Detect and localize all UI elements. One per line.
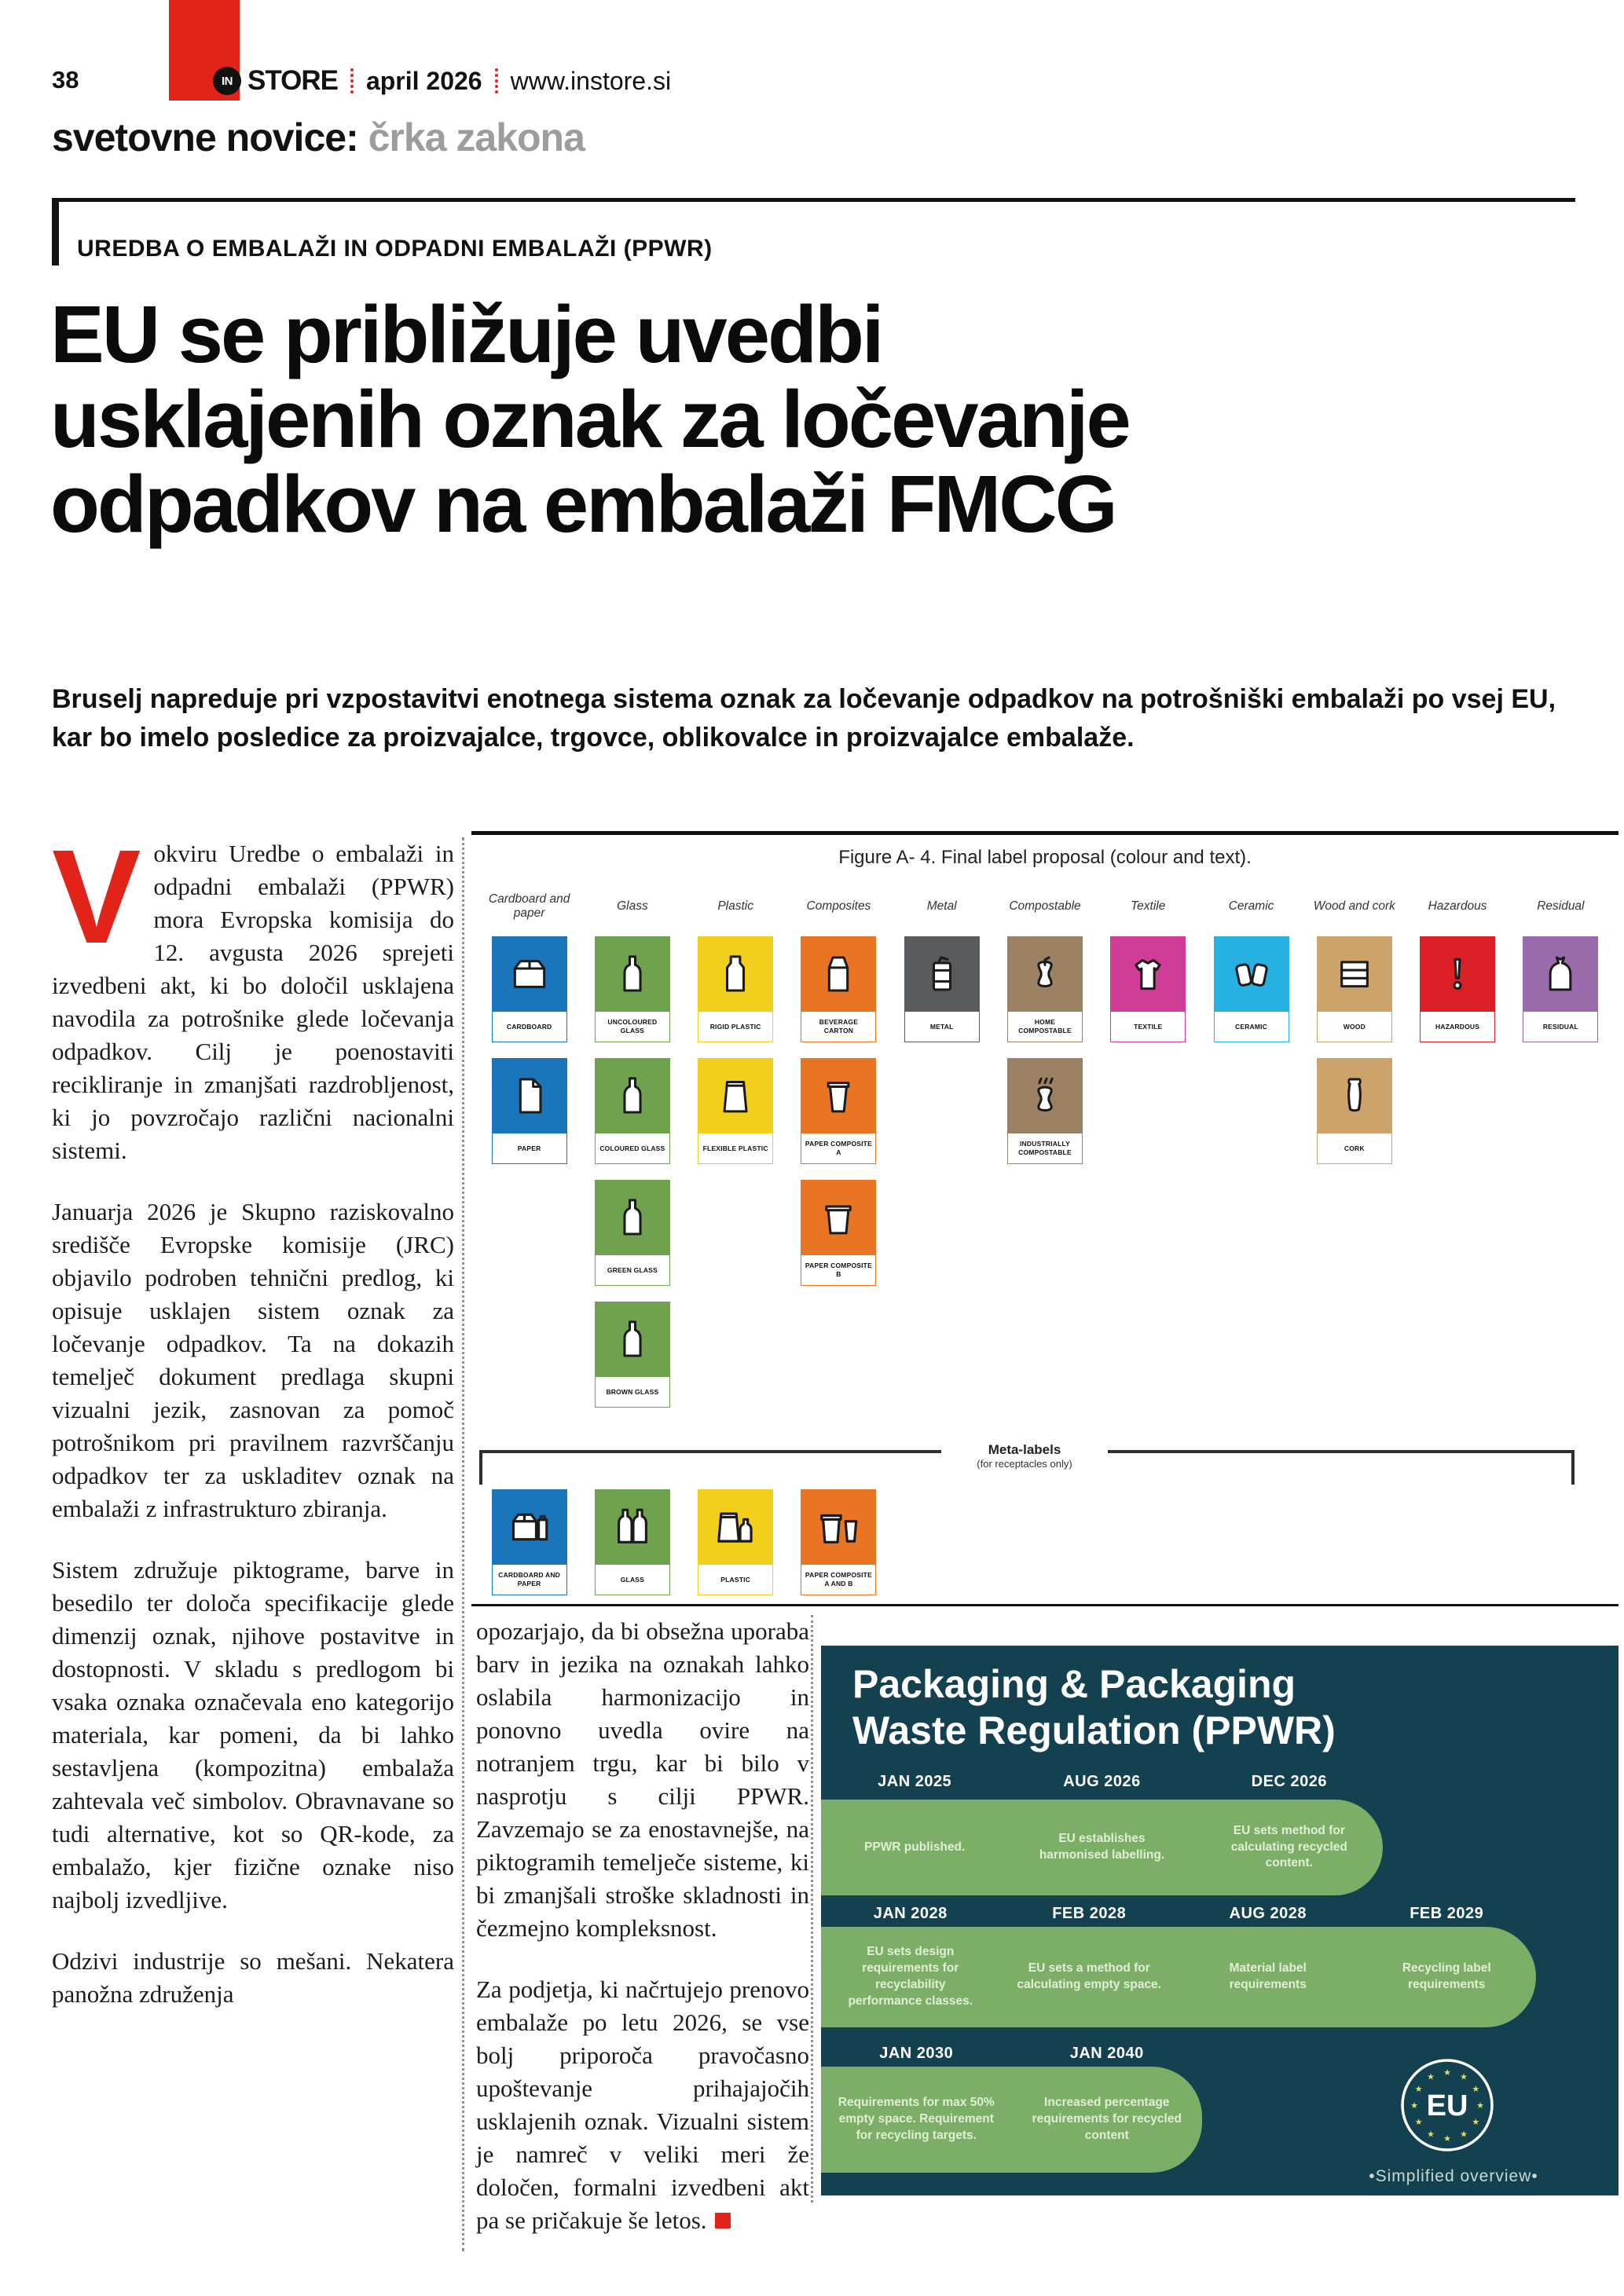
- figure-column: [1509, 883, 1612, 1408]
- svg-text:★: ★: [1414, 2118, 1423, 2127]
- tile-caption: INDUSTRIALLY COMPOSTABLE: [1007, 1133, 1083, 1164]
- paragraph: opozarjajo, da bi obsežna uporaba barv in jezika na oznakah lahko oslabila harmonizacijo in ponovno uvedla ovire na notranjem trgu, kar bi bilo v nasprotju s cilji PPWR. Zavzemajo se za enostavnejše, na piktogramih temelječe sisteme, ki bi zmanjšali stroške skladnosti in čezmejno kompleksnost.: [476, 1617, 809, 1942]
- svg-text:★: ★: [1427, 2129, 1435, 2140]
- svg-text:★: ★: [1472, 2085, 1480, 2094]
- tile-caption: TEXTILE: [1110, 1011, 1186, 1042]
- pouch-bottle-icon: [698, 1489, 773, 1564]
- waste-label-tile: [1214, 936, 1289, 1042]
- waste-label-tile: [1007, 1058, 1083, 1164]
- timeline-event: EU establishes harmonised labelling.: [1039, 1832, 1165, 1862]
- tile-caption: PLASTIC: [698, 1564, 773, 1595]
- paragraph: Sistem združuje piktograme, barve in besedilo ter določa specifikacije glede dimenzij oznak, njihove postavitve in dostopnosti. V skladu s predlogom bi vsaka oznaka označevala eno kategorijo materiala, kar pomeni, da bi lahko sestavljena (kompozitna) embalaža zahtevala več simbolov. Obravnavane so tudi alternative, kot so QR-kode, za embalažo, kjer fizične oznake niso najbolj izvedljive.: [52, 1556, 454, 1913]
- figure-column: [1406, 883, 1509, 1408]
- figure-column-header: Textile: [1131, 899, 1166, 914]
- waste-label-tile: [595, 1058, 670, 1164]
- tile-stack: [595, 936, 670, 1408]
- eu-logo-icon: [1396, 2054, 1498, 2156]
- section-title-gray: črka zakona: [368, 115, 585, 159]
- timeline-date: FEB 2029: [1410, 1905, 1484, 1922]
- svg-text:★: ★: [1476, 2101, 1484, 2111]
- figure-column: [890, 883, 993, 1408]
- infographic-title-line: Packaging & Packaging: [852, 1662, 1296, 1706]
- meta-labels-subtitle: (for receptacles only): [977, 1458, 1072, 1470]
- waste-label-tile: [1110, 936, 1186, 1042]
- meta-labels-title: Meta-labels: [988, 1442, 1061, 1457]
- tile-caption: BEVERAGE CARTON: [801, 1011, 876, 1042]
- planks-icon: [1317, 936, 1392, 1011]
- svg-text:★: ★: [1443, 2068, 1451, 2078]
- tile-stack: [801, 936, 876, 1286]
- timeline-event: Material label requirements: [1229, 1961, 1307, 1991]
- waste-label-tile: [1007, 936, 1083, 1042]
- tile-caption: RIGID PLASTIC: [698, 1011, 773, 1042]
- horizontal-rule: [52, 198, 1575, 202]
- figure-column: [993, 883, 1096, 1408]
- figure-grid: [478, 883, 1612, 1408]
- tile-stack: [904, 936, 980, 1042]
- tile-caption: CARDBOARD: [492, 1011, 567, 1042]
- glass-bottle-icon: [595, 1302, 670, 1376]
- waste-label-tile: [595, 1180, 670, 1286]
- waste-label-tile: [698, 936, 773, 1042]
- timeline-event: Increased percentage requirements for recycled content: [1032, 2096, 1182, 2142]
- figure-column: [1097, 883, 1200, 1408]
- figure-column-header: Ceramic: [1228, 899, 1274, 914]
- can-icon: [904, 936, 980, 1011]
- waste-label-tile: [595, 1489, 670, 1595]
- box-icon: [492, 936, 567, 1011]
- meta-cell: [1509, 1489, 1612, 1595]
- figure-column-header: Glass: [617, 899, 648, 914]
- tile-caption: WOOD: [1317, 1011, 1392, 1042]
- timeline-event: EU sets method for calculating recycled content.: [1230, 1823, 1347, 1870]
- timeline-band: [821, 2067, 1202, 2173]
- tile-stack: [1110, 936, 1186, 1042]
- waste-label-tile: [492, 1058, 567, 1164]
- tile-stack: [1317, 936, 1392, 1164]
- waste-label-tile: [801, 936, 876, 1042]
- meta-cell: [1406, 1489, 1509, 1595]
- website-url: www.instore.si: [510, 66, 672, 95]
- svg-text:★: ★: [1443, 2134, 1451, 2144]
- figure-column-header: Plastic: [717, 899, 753, 914]
- paragraph: Odzivi industrije so mešani. Nekatera panožna združenja: [52, 1947, 454, 2008]
- ppwr-timeline-infographic: [821, 1646, 1619, 2195]
- waste-bag-icon: [1523, 936, 1598, 1011]
- pouch-icon: [698, 1058, 773, 1133]
- waste-label-tile: [492, 936, 567, 1042]
- timeline-band: [821, 1927, 1536, 2027]
- timeline-event: EU sets a method for calculating empty space.: [1017, 1961, 1161, 1991]
- waste-label-tile: [698, 1058, 773, 1164]
- paragraph-text: okviru Uredbe o embalaži in odpadni embalaži (PPWR) mora Evropska komisija do 12. avgusta 2026 sprejeti izvedbeni akt, ki bo določil usklajena navodila za potrošnike glede ločevanja odpadkov. Cilj je poenostaviti recikliranje in zmanjšati razdrobljenost, ki jo povzročajo različni nacionalni sistemi.: [52, 840, 454, 1164]
- meta-cell: [478, 1489, 581, 1595]
- waste-label-tile: [1523, 936, 1598, 1042]
- paragraph: [476, 1973, 809, 2237]
- figure-column: [1303, 883, 1406, 1408]
- apple-core-steam-icon: [1007, 1058, 1083, 1133]
- article-column-2: [476, 1615, 809, 2265]
- waste-label-tile: [801, 1180, 876, 1286]
- box-bag-icon: [492, 1489, 567, 1564]
- infographic-footnote: •Simplified overview•: [1369, 2167, 1538, 2185]
- figure-column-header: Compostable: [1009, 899, 1081, 914]
- meta-cell: [787, 1489, 890, 1595]
- meta-cell: [684, 1489, 787, 1595]
- article-headline: [50, 289, 1590, 550]
- glass-bottle-icon: [595, 936, 670, 1011]
- figure-column-header: Residual: [1537, 899, 1585, 914]
- timeline-date: FEB 2028: [1052, 1905, 1127, 1922]
- figure-column-header: Composites: [806, 899, 871, 914]
- timeline-event: Requirements for max 50% empty space. Requirement for recycling targets.: [838, 2096, 995, 2142]
- instore-logo-icon: IN: [213, 67, 241, 95]
- two-bottles-icon: [595, 1489, 670, 1564]
- header-divider: [350, 68, 354, 93]
- article-kicker: UREDBA O EMBALAŽI IN ODPADNI EMBALAŽI (PPWR): [77, 236, 713, 262]
- tile-stack: [698, 936, 773, 1164]
- tile-stack: [492, 936, 567, 1164]
- headline-line: EU se približuje uvedbi: [50, 289, 882, 379]
- meta-cell: [1097, 1489, 1200, 1595]
- meta-labels-caption: [941, 1442, 1108, 1470]
- figure-column-header: Wood and cork: [1313, 899, 1395, 914]
- paragraph-text: Za podjetja, ki načrtujejo prenovo embalaže po letu 2026, se vse bolj priporoča pravočasno upoštevanje prihajajočih usklajenih oznak. Vizualni sistem je namreč v veliki meri že določen, formalni izvedbeni akt pa se pričakuje še letos.: [476, 1976, 809, 2234]
- waste-label-tile: [595, 936, 670, 1042]
- meta-labels-row: [478, 1489, 1612, 1595]
- figure-column-header: Metal: [926, 899, 957, 914]
- bracket-line: [479, 1450, 941, 1453]
- figure-title: Figure A- 4. Final label proposal (colour and text).: [838, 847, 1252, 868]
- meta-cell: [581, 1489, 684, 1595]
- waste-label-tile: [492, 1489, 567, 1595]
- figure-top-rule: [471, 831, 1619, 835]
- svg-text:★: ★: [1410, 2101, 1418, 2111]
- waste-label-tile: [1420, 936, 1495, 1042]
- figure-column-header: Cardboard and paper: [488, 892, 570, 920]
- exclamation-icon: [1420, 936, 1495, 1011]
- infographic-title-line: Waste Regulation (PPWR): [852, 1708, 1336, 1752]
- tile-stack: [1214, 936, 1289, 1042]
- tshirt-icon: [1110, 936, 1186, 1011]
- headline-line: usklajenih oznak za ločevanje: [50, 374, 1129, 465]
- tile-caption: HOME COMPOSTABLE: [1007, 1011, 1083, 1042]
- tile-caption: FLEXIBLE PLASTIC: [698, 1133, 773, 1164]
- figure-column: [1200, 883, 1303, 1408]
- tub-icon: [801, 1180, 876, 1254]
- section-title-black: svetovne novice:: [52, 115, 358, 159]
- meta-labels-bracket: [479, 1442, 1575, 1485]
- svg-text:★: ★: [1472, 2118, 1480, 2127]
- instore-logo-text: STORE: [247, 65, 338, 96]
- tile-caption: GREEN GLASS: [595, 1254, 670, 1286]
- paper-sheet-icon: [492, 1058, 567, 1133]
- issue-date: april 2026: [365, 66, 482, 95]
- apple-core-icon: [1007, 936, 1083, 1011]
- tile-caption: CERAMIC: [1214, 1011, 1289, 1042]
- tile-caption: RESIDUAL: [1523, 1011, 1598, 1042]
- figure-column: [478, 883, 581, 1408]
- column-separator: [811, 1615, 813, 2203]
- section-title: [52, 115, 585, 160]
- tile-caption: METAL: [904, 1011, 980, 1042]
- tile-caption: UNCOLOURED GLASS: [595, 1011, 670, 1042]
- plastic-bottle-icon: [698, 936, 773, 1011]
- timeline-date: JAN 2040: [1069, 2045, 1144, 2062]
- masthead: [213, 66, 671, 96]
- tile-stack: [1523, 936, 1598, 1042]
- tile-caption: CARDBOARD AND PAPER: [492, 1564, 567, 1595]
- cup-icon: [801, 1058, 876, 1133]
- tile-stack: [1420, 936, 1495, 1042]
- tile-caption: PAPER COMPOSITE A: [801, 1133, 876, 1164]
- timeline-dates-row: [821, 1905, 1536, 1923]
- tile-caption: PAPER COMPOSITE A AND B: [801, 1564, 876, 1595]
- paragraph: Januarja 2026 je Skupno raziskovalno središče Evropske komisije (JRC) objavilo podroben tehnični predlog, ki opisuje usklajen sistem oznak za ločevanje odpadkov. Ta na dokazih temelječ dokument predlaga skupni vizualni jezik, zasnovan za pomoč potrošnikom pri pravilnem razvrščanju odpadkov ter za uskladitev oznak na embalaži z infrastrukturo zbiranja.: [52, 1198, 454, 1522]
- svg-text:★: ★: [1460, 2129, 1468, 2140]
- cork-icon: [1317, 1058, 1392, 1133]
- figure-column-header: Hazardous: [1428, 899, 1487, 914]
- tile-caption: HAZARDOUS: [1420, 1011, 1495, 1042]
- figure-bottom-rule: [471, 1604, 1619, 1606]
- meta-cell: [890, 1489, 993, 1595]
- figure-column: [787, 883, 890, 1408]
- meta-cell: [993, 1489, 1096, 1595]
- bracket-tick: [1571, 1450, 1575, 1485]
- timeline-date: JAN 2025: [878, 1773, 952, 1790]
- figure-column: [684, 883, 787, 1408]
- waste-label-tile: [595, 1302, 670, 1408]
- meta-cell: [1303, 1489, 1406, 1595]
- headline-line: odpadkov na embalaži FMCG: [50, 459, 1116, 550]
- timeline-date: JAN 2030: [879, 2045, 954, 2062]
- dropcap: V: [52, 822, 141, 972]
- svg-text:★: ★: [1414, 2085, 1423, 2094]
- article-column-1: [52, 822, 454, 2039]
- timeline-event: EU sets design requirements for recyclability performance classes.: [848, 1945, 973, 2008]
- tile-caption: GLASS: [595, 1564, 670, 1595]
- svg-text:★: ★: [1460, 2072, 1468, 2082]
- timeline-date: AUG 2028: [1229, 1905, 1307, 1922]
- timeline-event: PPWR published.: [864, 1840, 966, 1854]
- figure-column: [581, 883, 684, 1408]
- end-of-article-mark: [715, 2213, 731, 2228]
- meta-cell: [1200, 1489, 1303, 1595]
- waste-label-tile: [1317, 1058, 1392, 1164]
- timeline-dates-row: [821, 1773, 1383, 1791]
- svg-text:★: ★: [1427, 2072, 1435, 2082]
- page-number: 38: [52, 66, 79, 93]
- glass-bottle-icon: [595, 1180, 670, 1254]
- waste-label-tile: [698, 1489, 773, 1595]
- timeline-date: JAN 2028: [873, 1905, 948, 1922]
- timeline-date: DEC 2026: [1251, 1773, 1327, 1790]
- tile-caption: PAPER: [492, 1133, 567, 1164]
- article-lead: Bruselj napreduje pri vzpostavitvi enotnega sistema oznak za ločevanje odpadkov na potrošniški embalaži po vsej EU, kar bo imelo posledice za proizvajalce, trgovce, oblikovalce in proizvajalce embalaže.: [52, 684, 1556, 753]
- timeline-event: Recycling label requirements: [1402, 1961, 1491, 1991]
- glass-bottle-icon: [595, 1058, 670, 1133]
- waste-label-tile: [801, 1489, 876, 1595]
- column-separator: [462, 837, 464, 2251]
- kicker-bar: [52, 198, 59, 265]
- carton-icon: [801, 936, 876, 1011]
- tile-caption: COLOURED GLASS: [595, 1133, 670, 1164]
- tile-caption: PAPER COMPOSITE B: [801, 1254, 876, 1286]
- infographic-title: [852, 1661, 1336, 1753]
- timeline-band: [821, 1800, 1383, 1895]
- header-divider: [495, 68, 498, 93]
- tile-stack: [1007, 936, 1083, 1164]
- timeline-dates-row: [821, 2045, 1202, 2063]
- tile-caption: CORK: [1317, 1133, 1392, 1164]
- svg-text:EU: EU: [1426, 2089, 1468, 2122]
- tub-cup-icon: [801, 1489, 876, 1564]
- bracket-tick: [479, 1450, 482, 1485]
- tile-caption: BROWN GLASS: [595, 1376, 670, 1408]
- bracket-line: [1108, 1450, 1575, 1453]
- paragraph: [52, 822, 454, 1167]
- plates-icon: [1214, 936, 1289, 1011]
- waste-label-tile: [904, 936, 980, 1042]
- waste-label-tile: [1317, 936, 1392, 1042]
- waste-label-tile: [801, 1058, 876, 1164]
- label-proposal-figure: [471, 831, 1619, 1606]
- timeline-date: AUG 2026: [1063, 1773, 1141, 1790]
